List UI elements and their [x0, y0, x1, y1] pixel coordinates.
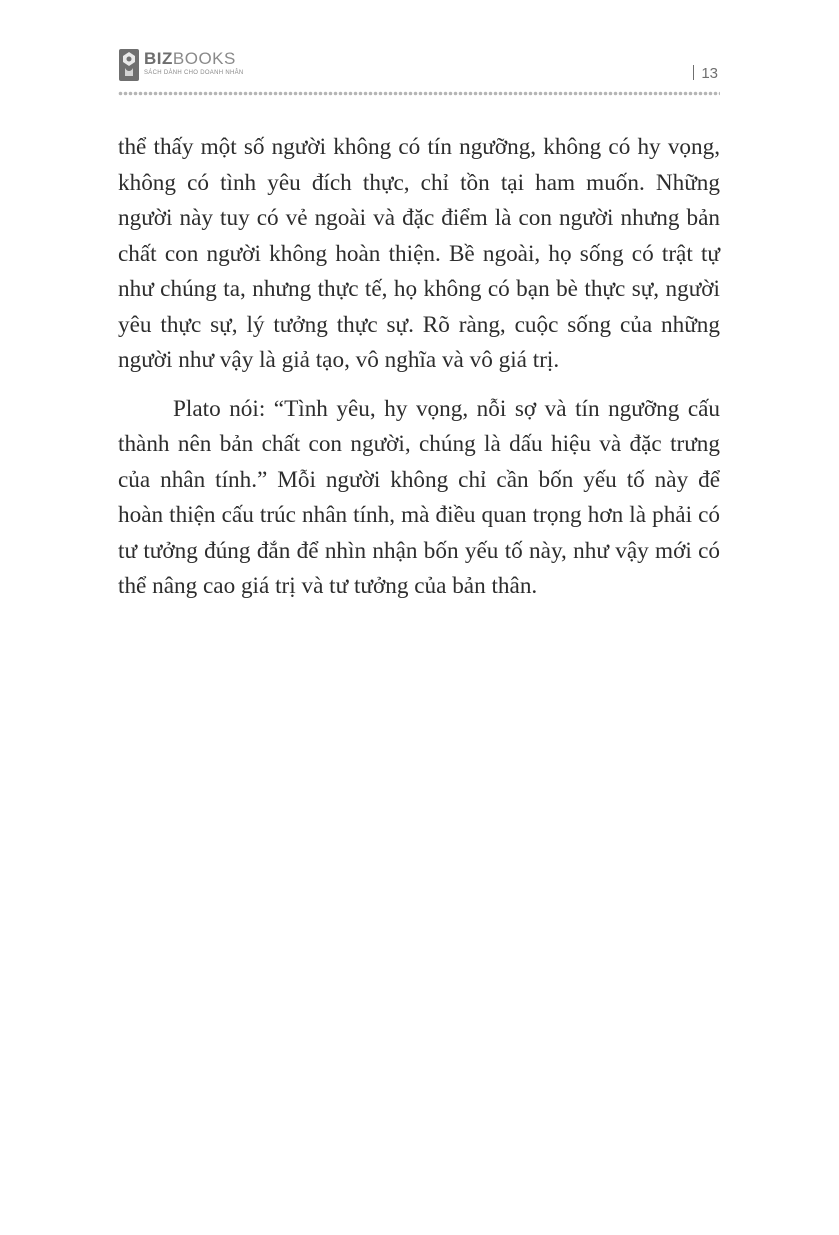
- logo-tagline: SÁCH DÀNH CHO DOANH NHÂN: [144, 70, 244, 76]
- page-body: [118, 130, 720, 605]
- bizbooks-logo-icon: [118, 48, 140, 82]
- header-dotted-rule: [118, 91, 720, 96]
- publisher-logo: [118, 48, 244, 82]
- logo-brand-regular: BOOKS: [172, 49, 236, 68]
- logo-brand-bold: BIZ: [144, 49, 173, 68]
- body-paragraph-1: thể thấy một số người không có tín ngưỡng, không có hy vọng, không có tình yêu đích thực, chỉ tồn tại ham muốn. Những người này tuy có vẻ ngoài và đặc điểm là con người nhưng bản chất con người không hoàn thiện. Bề ngoài, họ sống có trật tự như chúng ta, nhưng thực tế, họ không có bạn bè thực sự, người yêu thực sự, lý tưởng thực sự. Rõ ràng, cuộc sống của những người như vậy là giả tạo, vô nghĩa và vô giá trị.: [118, 134, 720, 373]
- body-paragraph-2: Plato nói: “Tình yêu, hy vọng, nỗi sợ và tín ngưỡng cấu thành nên bản chất con người, chúng là dấu hiệu và đặc trưng của nhân tính.” Mỗi người không chỉ cần bốn yếu tố này để hoàn thiện cấu trúc nhân tính, mà điều quan trọng hơn là phải có tư tưởng đúng đắn để nhìn nhận bốn yếu tố này, như vậy mới có thể nâng cao giá trị và tư tưởng của bản thân.: [118, 395, 720, 599]
- page-number-value: 13: [701, 65, 718, 82]
- page-number-divider: [693, 65, 694, 80]
- page-header: [118, 48, 720, 98]
- page-number: [693, 65, 718, 82]
